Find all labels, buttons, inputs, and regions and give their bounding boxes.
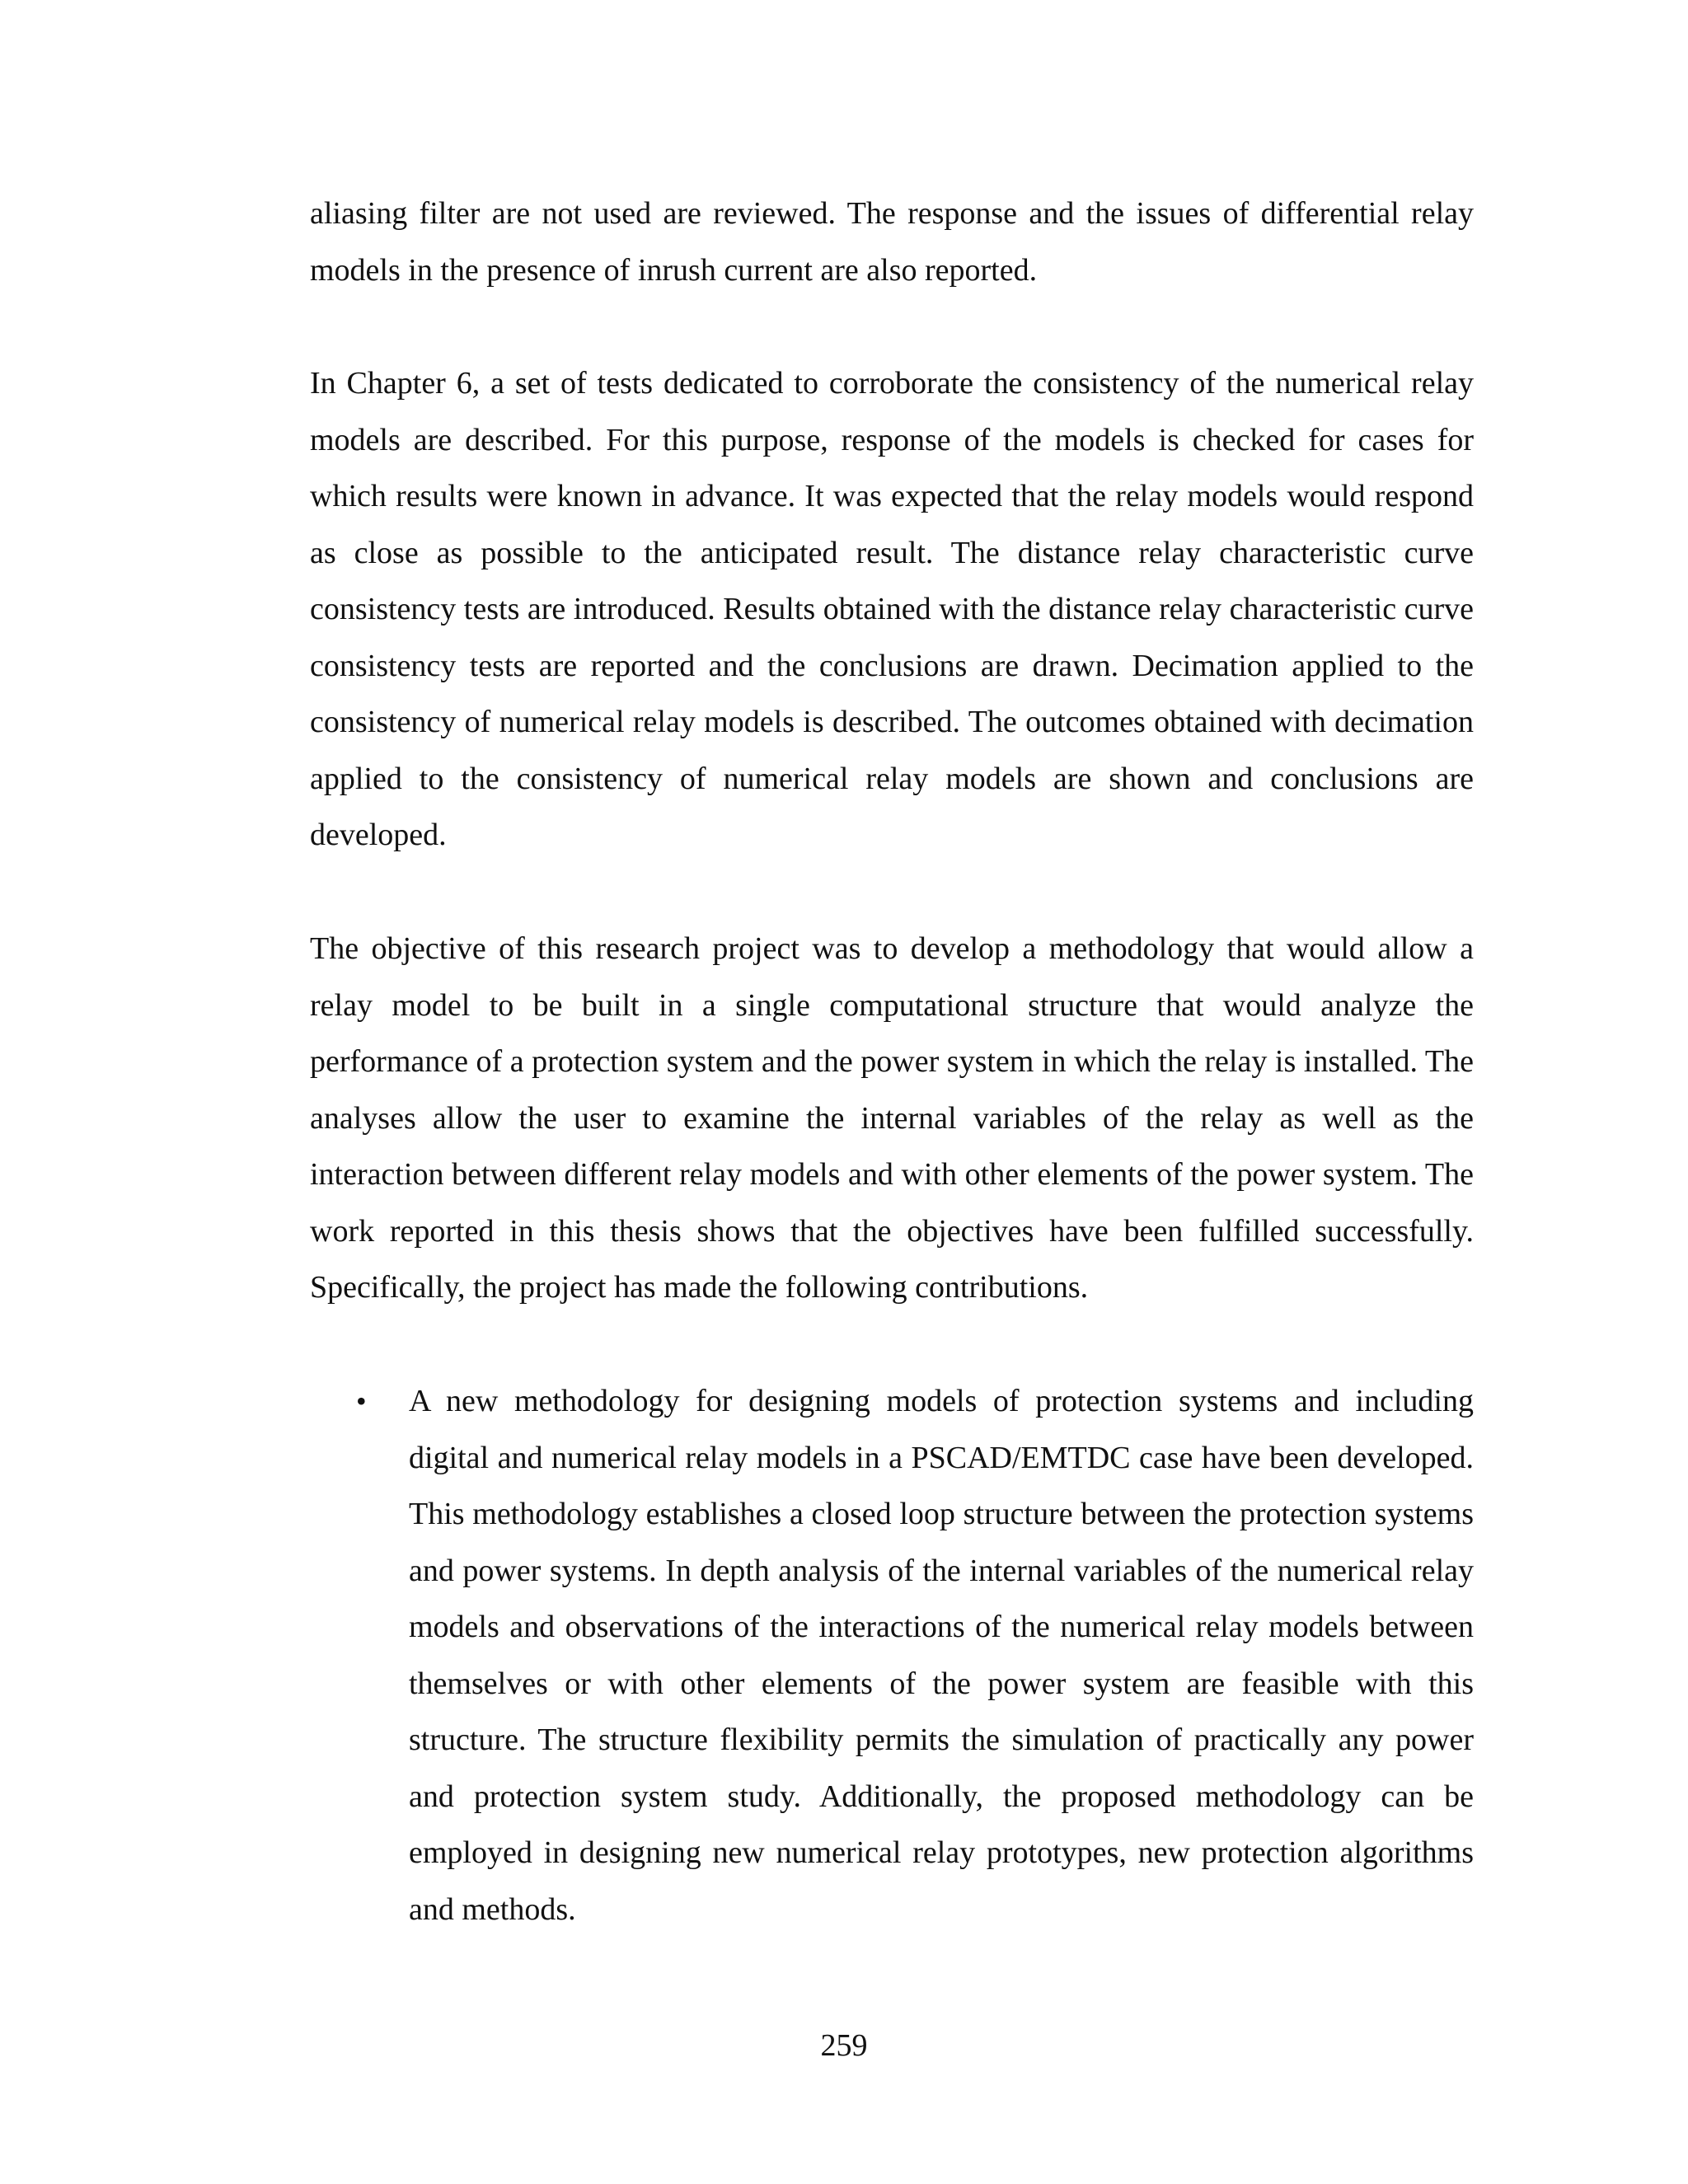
paragraph-chapter-6: In Chapter 6, a set of tests dedicated to corroborate the consistency of the numerical relay models are described. For this purpose, response of the models is checked for cases for which results were known in advance. It was expected that the relay models would respond as close as possible to the anticipated result. The distance relay characteristic curve consistency tests are introduced. Results obtained with the distance relay characteristic curve consistency tests are reported and the conclusions are drawn. Decimation applied to the consistency of numerical relay models is described. The outcomes obtained with decimation applied to the consistency of numerical relay models are shown and conclusions are developed.	[310, 366, 1474, 852]
paragraph-aliasing-filter: aliasing filter are not used are reviewed. The response and the issues of differential relay models in the presence of inrush current are also reported.	[310, 196, 1474, 288]
paragraph-research-objective: The objective of this research project was to develop a methodology that would allow a relay model to be built in a single computational structure that would analyze the performance of a protection system and the power system in which the relay is installed. The analyses allow the user to examine the internal variables of the relay as well as the interaction between different relay models and with other elements of the power system. The work reported in this thesis shows that the objectives have been fulfilled successfully. Specifically, the project has made the following contributions.	[310, 931, 1474, 1305]
bullet-icon: •	[356, 1385, 367, 1418]
page-number: 259	[820, 2028, 868, 2063]
contributions-list	[310, 1373, 1474, 1938]
list-item-text: A new methodology for designing models of protection systems and including digital and numerical relay models in a PSCAD/EMTDC case have been developed. This methodology establishes a closed loop structure between the protection systems and power systems. In depth analysis of the internal variables of the numerical relay models and observations of the interactions of the numerical relay models between themselves or with other elements of the power system are feasible with this structure. The structure flexibility permits the simulation of practically any power and protection system study. Additionally, the proposed methodology can be employed in designing new numerical relay prototypes, new protection algorithms and methods.	[409, 1384, 1474, 1927]
list-item	[310, 1373, 1474, 1938]
